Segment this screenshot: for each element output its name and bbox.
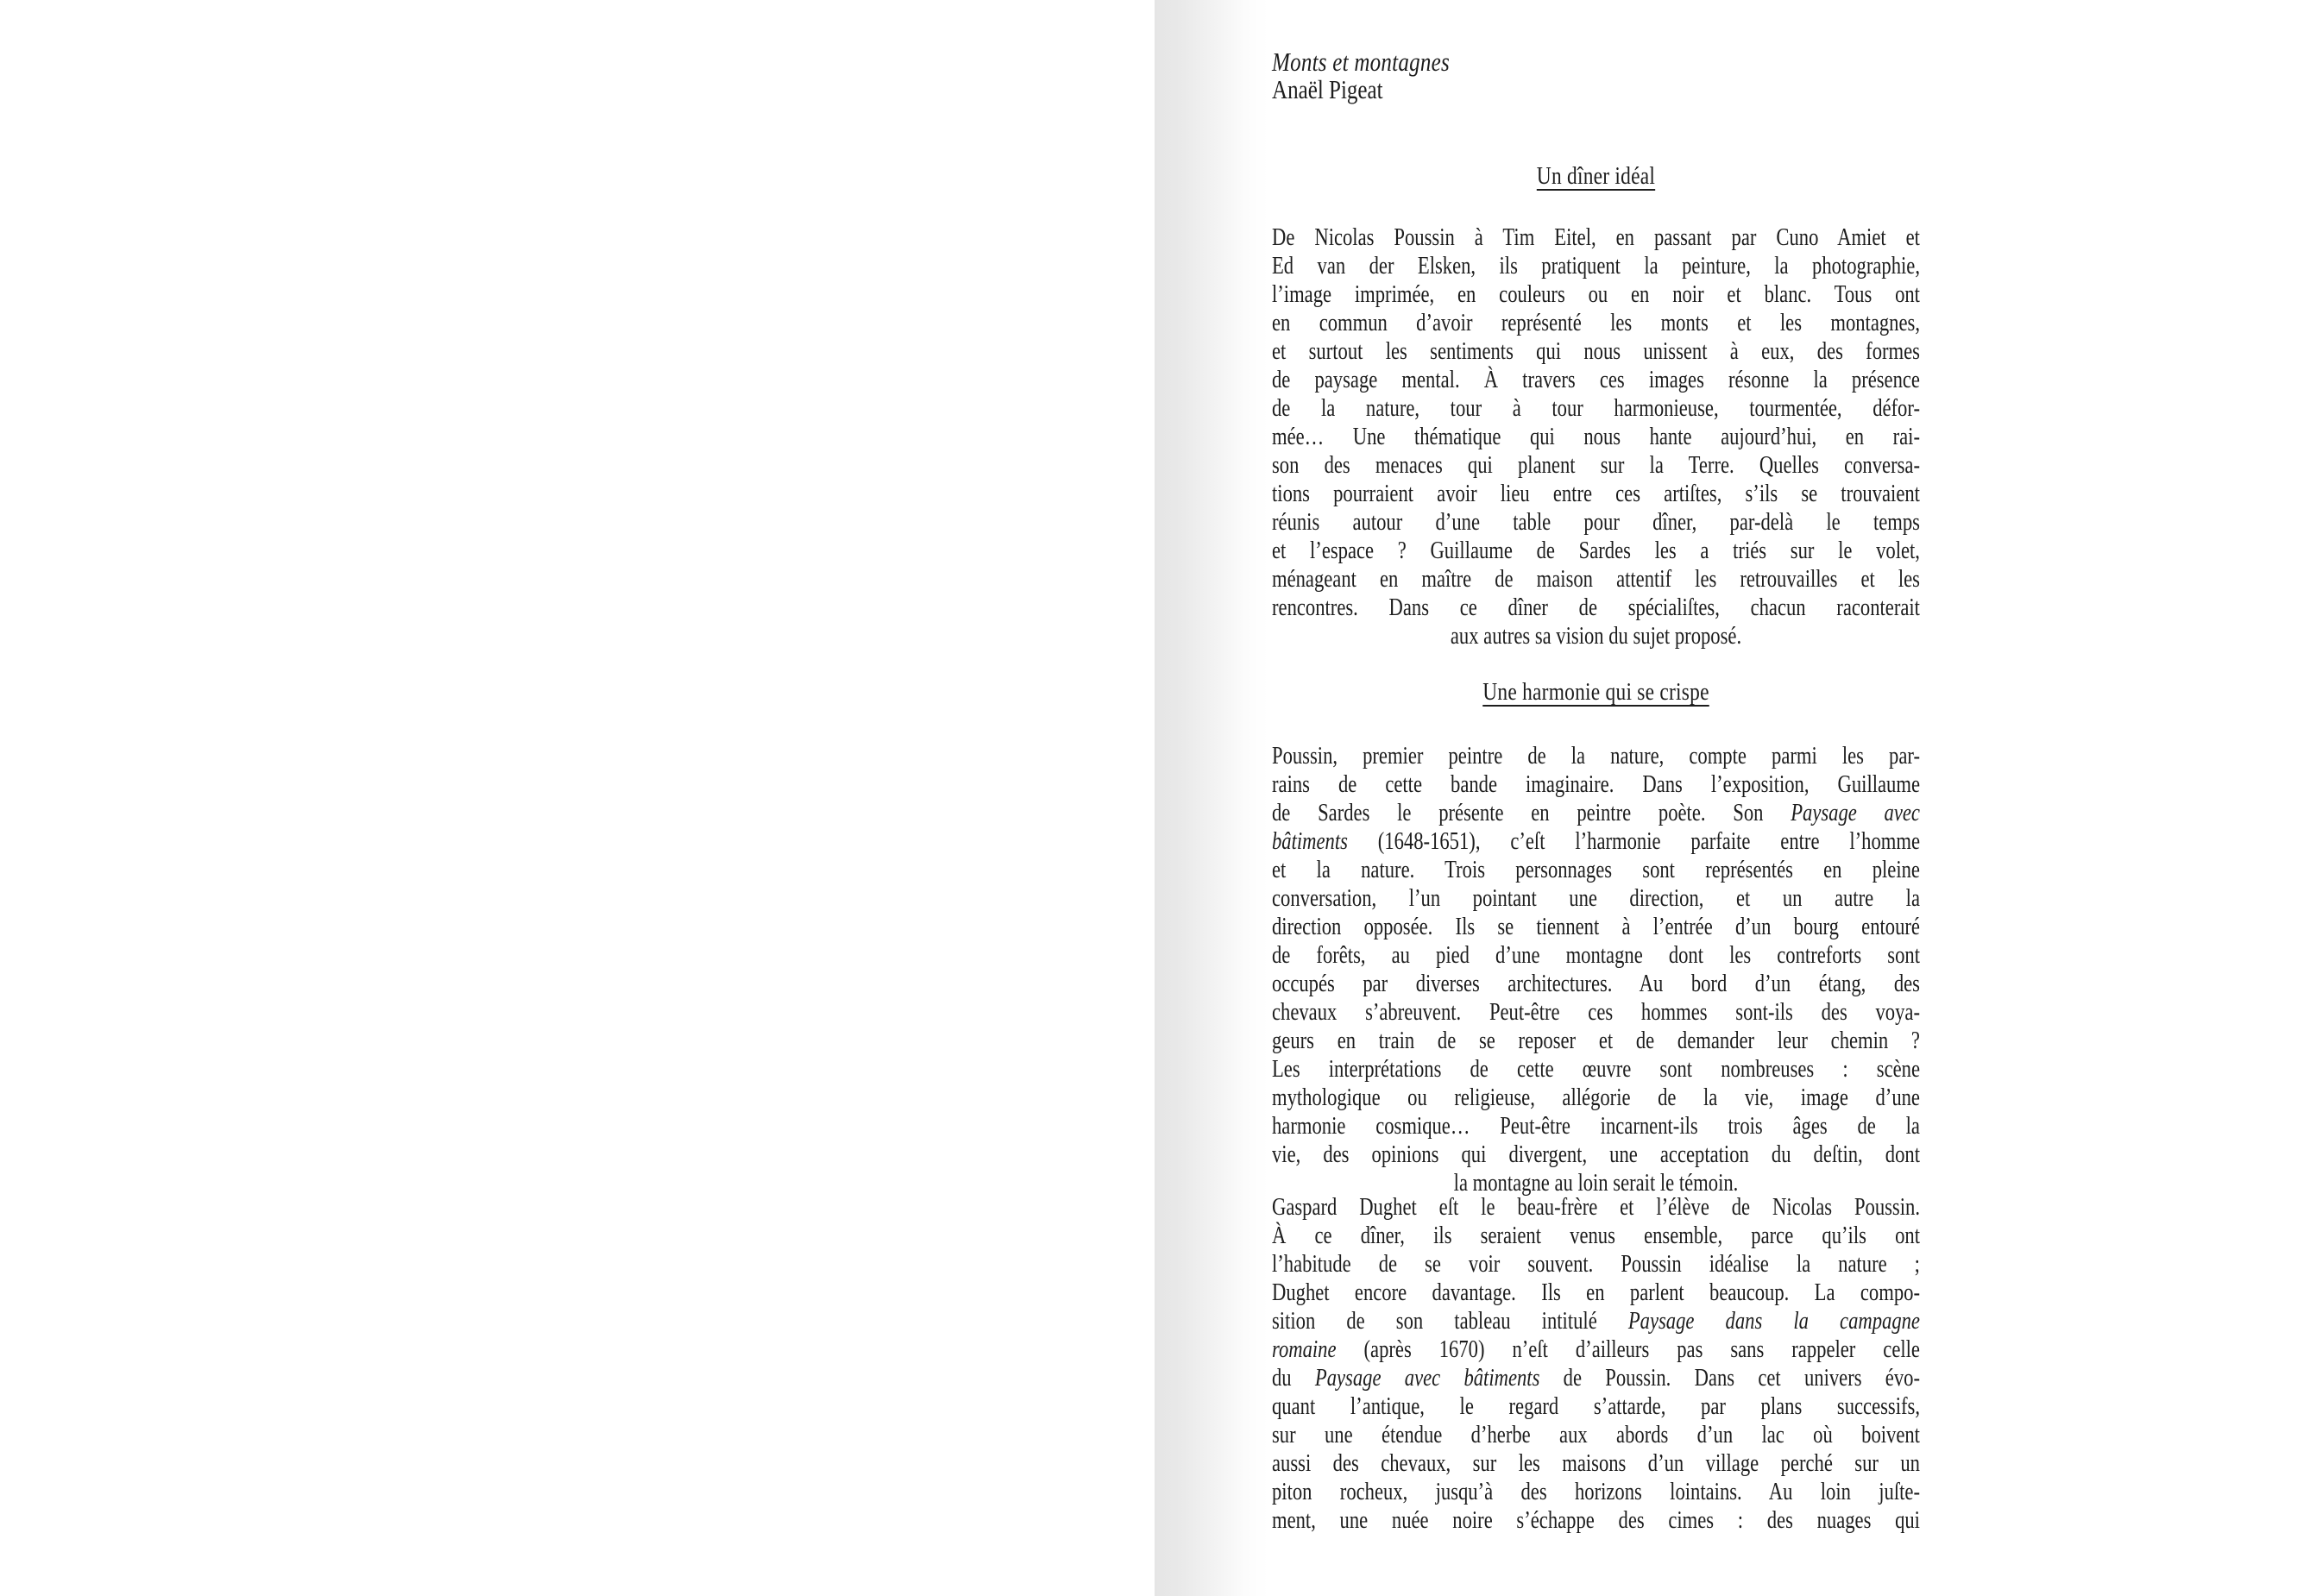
text-line — [1272, 1449, 1920, 1478]
text-run: aux autres sa vision du sujet proposé. — [1450, 623, 1742, 650]
text-run: sur une étendue d’herbe aux abords d’un lac où boivent — [1272, 1422, 1920, 1448]
text-run: vie, des opinions qui divergent, une acceptation du deſtin, dont — [1272, 1141, 1920, 1168]
text-line — [1272, 537, 1920, 565]
text-line — [1272, 337, 1920, 366]
text-line — [1272, 1392, 1920, 1421]
text-run: ménageant en maître de maison attentif les retrouvailles et les — [1272, 566, 1920, 593]
text-line — [1272, 1027, 1920, 1055]
text-run: rencontres. Dans ce dîner de spécialiſtes, chacun raconterait — [1272, 594, 1920, 621]
section-heading-une-harmonie-qui-se-crispe: Une harmonie qui se crispe — [1482, 678, 1709, 706]
text-line — [1272, 770, 1920, 799]
italic-artwork-title: Paysage avec bâtiments — [1314, 1365, 1540, 1392]
text-run: Les interprétations de cette œuvre sont nombreuses : scène — [1272, 1056, 1920, 1083]
text-run: de paysage mental. À travers ces images résonne la présence — [1272, 367, 1920, 393]
text-line — [1272, 1364, 1920, 1392]
text-line — [1272, 1140, 1920, 1169]
text-run: et l’espace ? Guillaume de Sardes les a triés sur le volet, — [1272, 537, 1920, 564]
text-run: tions pourraient avoir lieu entre ces artiſtes, s’ils se trouvaient — [1272, 481, 1920, 507]
text-run: la montagne au loin serait le témoin. — [1453, 1170, 1739, 1197]
text-run: l’habitude de se voir souvent. Poussin idéalise la nature ; — [1272, 1251, 1920, 1278]
italic-artwork-title: bâtiments — [1272, 828, 1348, 855]
text-line — [1272, 970, 1920, 998]
text-run: l’image imprimée, en couleurs ou en noir et blanc. Tous ont — [1272, 281, 1920, 308]
text-run: mée… Une thématique qui nous hante aujourd’hui, en rai- — [1272, 424, 1920, 450]
text-line — [1272, 1506, 1920, 1535]
text-line — [1272, 913, 1920, 941]
text-run: de la nature, tour à tour harmonieuse, tourmentée, défor- — [1272, 395, 1920, 422]
text-run: (après 1670) n’eſt d’ailleurs pas sans rappeler celle — [1336, 1336, 1920, 1363]
text-line — [1272, 998, 1920, 1027]
text-line — [1272, 1279, 1920, 1307]
text-run: et la nature. Trois personnages sont représentés en pleine — [1272, 857, 1920, 883]
article-author: Anaël Pigeat — [1272, 74, 1383, 104]
text-line — [1272, 1084, 1920, 1112]
text-line — [1272, 742, 1920, 770]
text-line — [1272, 1112, 1920, 1140]
italic-artwork-title: romaine — [1272, 1336, 1337, 1363]
text-run: en commun d’avoir représenté les monts et les montagnes, — [1272, 310, 1920, 336]
page-gutter-shadow — [1155, 0, 1268, 1596]
text-run: Dughet encore davantage. Ils en parlent beaucoup. La compo- — [1272, 1279, 1920, 1306]
text-line — [1272, 280, 1920, 309]
text-run: Poussin, premier peintre de la nature, compte parmi les par- — [1272, 743, 1920, 770]
text-run: geurs en train de se reposer et de demander leur chemin ? — [1272, 1027, 1920, 1054]
text-line — [1272, 508, 1920, 537]
paragraph-un-diner-ideal — [1272, 223, 1920, 650]
text-run: quant l’antique, le regard s’attarde, par plans successifs, — [1272, 1393, 1920, 1420]
italic-artwork-title: Paysage dans la campagne — [1627, 1308, 1920, 1335]
text-line — [1272, 884, 1920, 913]
paragraph-poussin — [1272, 742, 1920, 1197]
text-line — [1272, 1055, 1920, 1084]
text-line — [1272, 941, 1920, 970]
text-run: occupés par diverses architectures. Au bord d’un étang, des — [1272, 971, 1920, 997]
text-run: et surtout les sentiments qui nous unissent à eux, des formes — [1272, 338, 1920, 365]
section-heading-un-diner-ideal: Un dîner idéal — [1536, 162, 1656, 190]
text-run: sition de son tableau intitulé — [1272, 1308, 1628, 1335]
text-line — [1272, 565, 1920, 594]
text-run: de Poussin. Dans cet univers évo- — [1539, 1365, 1920, 1392]
text-line — [1272, 394, 1920, 423]
text-run: Gaspard Dughet eſt le beau-frère et l’élève de Nicolas Poussin. — [1272, 1194, 1920, 1221]
article-title: Monts et montagnes — [1272, 47, 1451, 77]
italic-artwork-title: Paysage avec — [1791, 800, 1920, 826]
text-line — [1272, 1335, 1920, 1364]
text-run: aussi des chevaux, sur les maisons d’un village perché sur un — [1272, 1450, 1920, 1477]
text-line — [1272, 1478, 1920, 1506]
paragraph-gaspard-dughet — [1272, 1193, 1920, 1535]
text-run: rains de cette bande imaginaire. Dans l’exposition, Guillaume — [1272, 771, 1920, 798]
text-run: À ce dîner, ils seraient venus ensemble, parce qu’ils ont — [1272, 1222, 1920, 1249]
text-run: Ed van der Elsken, ils pratiquent la peinture, la photographie, — [1272, 253, 1920, 280]
text-line — [1272, 252, 1920, 280]
text-line — [1272, 856, 1920, 884]
text-run: piton rocheux, jusqu’à des horizons lointains. Au loin juſte- — [1272, 1479, 1920, 1505]
text-line — [1272, 594, 1920, 622]
text-line — [1272, 309, 1920, 337]
text-run: de Sardes le présente en peintre poète. Son — [1272, 800, 1791, 826]
text-run: chevaux s’abreuvent. Peut-être ces hommes sont-ils des voya- — [1272, 999, 1920, 1026]
text-run: conversation, l’un pointant une direction, et un autre la — [1272, 885, 1920, 912]
text-run: De Nicolas Poussin à Tim Eitel, en passant par Cuno Amiet et — [1272, 224, 1920, 251]
text-run: mythologique ou religieuse, allégorie de la vie, image d’une — [1272, 1084, 1920, 1111]
title-block — [1272, 48, 1920, 104]
text-line — [1272, 827, 1920, 856]
text-line — [1272, 799, 1920, 827]
text-line — [1272, 1421, 1920, 1449]
text-line — [1272, 480, 1920, 508]
text-line — [1272, 622, 1920, 650]
text-run: du — [1272, 1365, 1315, 1392]
text-run: (1648-1651), c’eſt l’harmonie parfaite entre l’homme — [1347, 828, 1920, 855]
text-line — [1272, 223, 1920, 252]
text-run: harmonie cosmique… Peut-être incarnent-ils trois âges de la — [1272, 1113, 1920, 1140]
text-line — [1272, 423, 1920, 451]
text-run: ment, une nuée noire s’échappe des cimes : des nuages qui — [1272, 1507, 1920, 1534]
text-line — [1272, 451, 1920, 480]
text-run: son des menaces qui planent sur la Terre. Quelles conversa- — [1272, 452, 1920, 479]
text-run: réunis autour d’une table pour dîner, par-delà le temps — [1272, 509, 1920, 536]
text-line — [1272, 366, 1920, 394]
text-line — [1272, 1193, 1920, 1222]
text-run: direction opposée. Ils se tiennent à l’entrée d’un bourg entouré — [1272, 914, 1920, 940]
text-line — [1272, 1307, 1920, 1335]
text-line — [1272, 1222, 1920, 1250]
text-line — [1272, 1250, 1920, 1279]
text-column — [1272, 0, 1920, 1596]
text-run: de forêts, au pied d’une montagne dont les contreforts sont — [1272, 942, 1920, 969]
